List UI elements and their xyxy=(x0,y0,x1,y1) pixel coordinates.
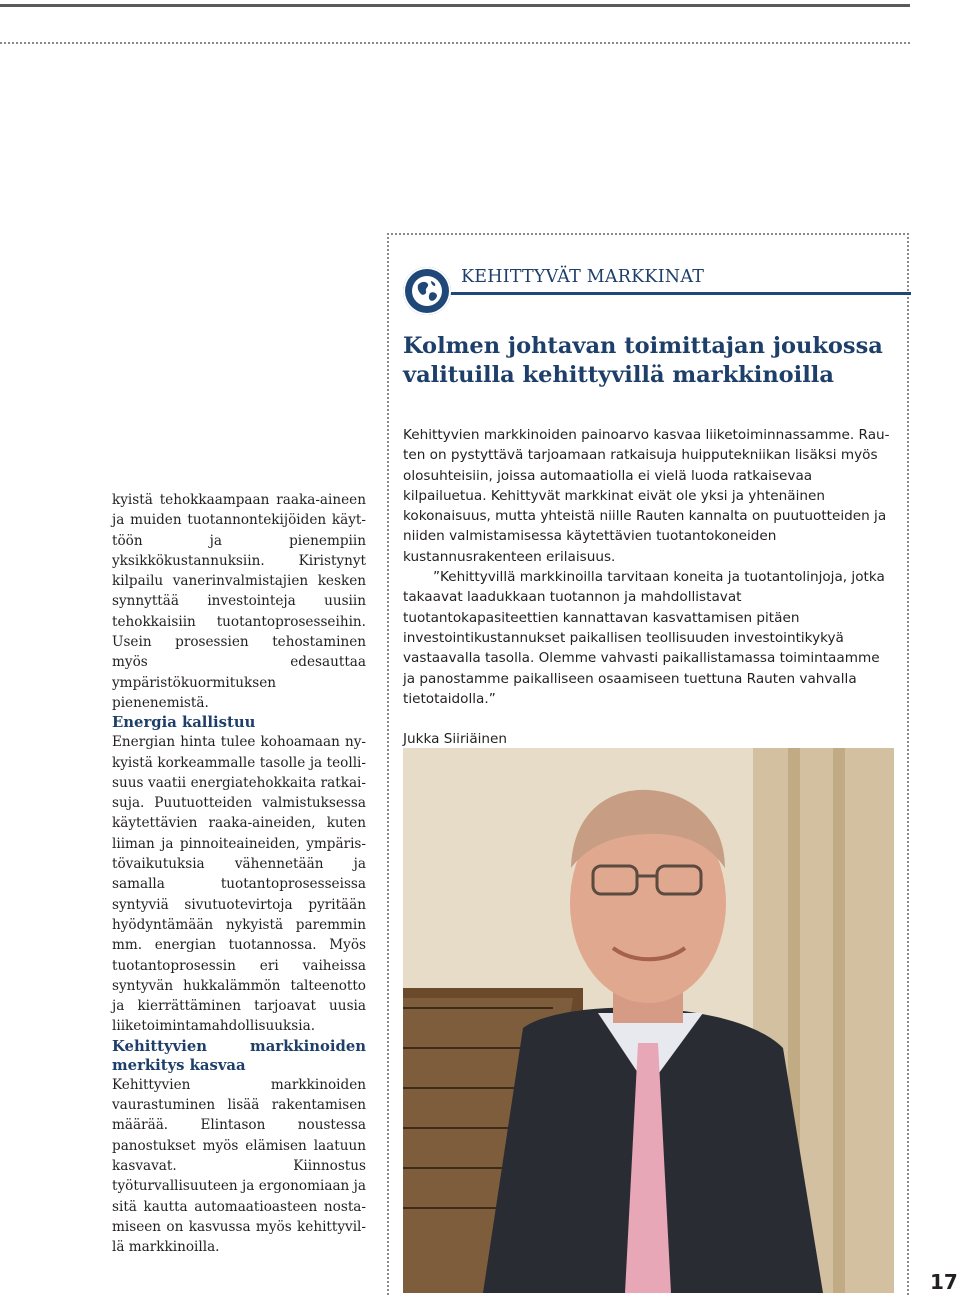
header-rule xyxy=(443,292,911,295)
top-dotted-rule xyxy=(0,42,910,44)
growth-heading: Kehittyvien markkinoiden merkitys kasvaa xyxy=(112,1037,366,1074)
intro-paragraph: kyistä tehokkaampaan raaka-aineen ja muiden tuotannontekijöiden käyttöön ja pienempiin yksikkökustannuksiin. Kiristynyt kilpailu vanerinvalmistajien kesken synnyttää investointeja uusiin tehokkaisiin tuotantoprosesseihin. Usein prosessien tehostaminen myös edesauttaa ympäristökuormituksen pienenemistä. xyxy=(112,492,366,711)
energy-paragraph: Energian hinta tulee kohoamaan nykyistä korkeammalle tasolle ja teollisuus vaatii energiatehokkaita ratkaisuja. Puutuotteiden valmistuksessa käytettävien raaka-aineiden, kuten liiman ja pinnoiteaineiden, ympäristövaikutuksia vähennetään ja samalla tuotantoprosesseissa syntyviä sivutuotevirtoja pyritään hyödyntämään nykyistä paremmin mm. energian tuotannossa. Myös tuotantoprosessin eri vaiheissa syntyvän hukkalämmön talteenotto ja kierrättäminen tarjoavat uusia liiketoimintamahdollisuuksia. xyxy=(112,734,366,1035)
growth-paragraph: Kehittyvien markkinoiden vaurastuminen lisää rakentamisen määrää. Elintason noustessa panostukset myös elämisen laatuun kasvavat. Kiinnostus työturvallisuuteen ja ergonomiaan ja sitä kautta automaatioasteen nostamiseen on kasvussa myös kehittyvillä markkinoilla. xyxy=(112,1076,366,1256)
quote-paragraph: ”Kehittyvillä markkinoilla tarvitaan koneita ja tuotantolinjoja, jotka takaavat laadukkaan tuotannon ja mahdollistavat tuotantokapasiteettien kannattavan kasvattamisen pitäen investointikustannukset paikallisen teollisuuden investointikykyä vastaavalla tasolla. Olemme vahvasti paikallistamassa toimintaamme ja panostamme paikalliseen osaamiseen tuettuna Rauten vahvalla tietotaidolla.” xyxy=(403,569,885,707)
top-rule xyxy=(0,4,910,7)
globe-icon xyxy=(403,267,451,315)
box-kicker: KEHITTYVÄT MARKKINAT xyxy=(461,267,705,287)
energy-heading: Energia kallistuu xyxy=(112,714,256,732)
box-header xyxy=(403,261,911,321)
box-body xyxy=(403,425,895,770)
box-paragraph: Kehittyvien markkinoiden painoarvo kasvaa liiketoiminnassamme. Rauten on pystyttävä tarjoamaan ratkaisuja huipputekniikan lisäksi myös olosuhteisiin, joissa automaatiolla ei vielä luoda ratkaisevaa kilpailuetua. Kehittyvät markkinat eivät ole yksi ja yhtenäinen kokonaisuus, mutta yhteistä niille Rauten kannalta on puutuotteiden ja niiden valmistamisessa käytettävien tuotantokoneiden kustannusrakenteen erilaisuus. xyxy=(403,427,890,565)
left-column xyxy=(112,490,366,1257)
portrait-photo xyxy=(403,748,894,1293)
signature-name: Jukka Siiriäinen xyxy=(403,731,508,748)
box-title: Kolmen johtavan toimittajan joukossa valituilla kehittyvillä markkinoilla xyxy=(403,333,883,388)
page-number: 17 xyxy=(930,1270,958,1294)
